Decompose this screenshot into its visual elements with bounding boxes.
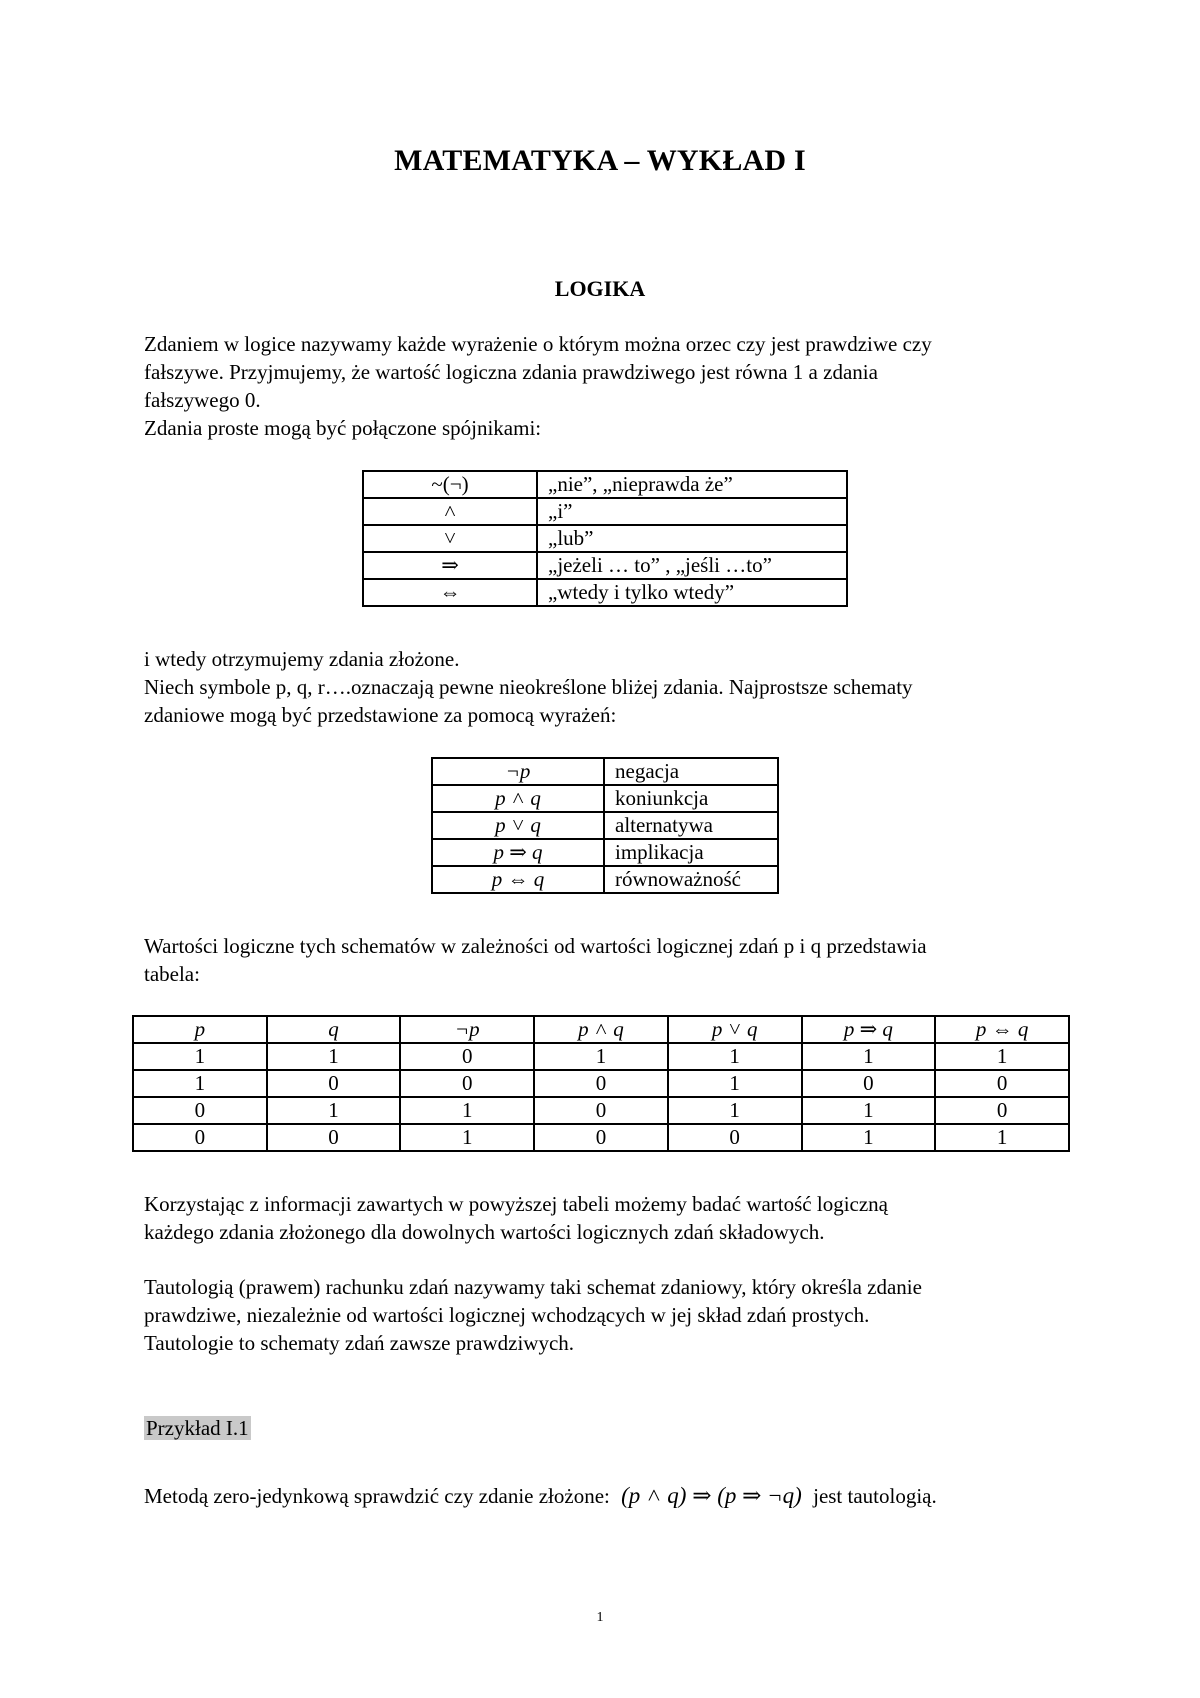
table-cell: 0 — [400, 1070, 534, 1097]
connective-meaning: „nie”, „nieprawda że” — [537, 471, 847, 498]
table-cell: 0 — [534, 1124, 668, 1151]
table-cell: 0 — [802, 1070, 936, 1097]
table-cell: 0 — [400, 1043, 534, 1070]
schemes-table — [431, 757, 779, 894]
column-header: p — [133, 1016, 267, 1043]
scheme-name: koniunkcja — [604, 785, 778, 812]
table-cell: 0 — [133, 1097, 267, 1124]
connective-meaning: „lub” — [537, 525, 847, 552]
scheme-expression: ¬p — [432, 758, 604, 785]
table-row — [363, 471, 847, 498]
table-cell: 1 — [668, 1070, 802, 1097]
usage-paragraph — [144, 1190, 1064, 1246]
table-cell: 1 — [400, 1097, 534, 1124]
table-cell: 0 — [935, 1097, 1069, 1124]
table-header-row — [133, 1016, 1069, 1043]
paragraph-line: Niech symbole p, q, r….oznaczają pewne nieokreślone bliżej zdania. Najprostsze schematy — [144, 675, 913, 699]
connective-meaning: „wtedy i tylko wtedy” — [537, 579, 847, 606]
column-header: p ⇒ q — [802, 1016, 936, 1043]
scheme-name: równoważność — [604, 866, 778, 893]
paragraph-line: Zdania proste mogą być połączone spójnikami: — [144, 416, 542, 440]
connectives-table — [362, 470, 848, 607]
table-cell: 1 — [935, 1124, 1069, 1151]
table-cell: 1 — [802, 1097, 936, 1124]
section-title: LOGIKA — [554, 276, 646, 301]
definition-paragraph — [144, 330, 1064, 442]
example-text-after: jest tautologią. — [813, 1484, 937, 1508]
scheme-expression: p ⇔ q — [432, 866, 604, 893]
scheme-name: implikacja — [604, 839, 778, 866]
table-row — [363, 579, 847, 606]
table-cell: 1 — [668, 1097, 802, 1124]
scheme-expression: p ˅ q — [432, 812, 604, 839]
column-header: p ˄ q — [534, 1016, 668, 1043]
table-row — [432, 839, 778, 866]
table-row — [133, 1070, 1069, 1097]
table-cell: 1 — [534, 1043, 668, 1070]
table-row — [133, 1097, 1069, 1124]
page-title: MATEMATYKA – WYKŁAD I — [394, 144, 806, 177]
table-cell: 0 — [267, 1124, 401, 1151]
connective-meaning: „jeżeli … to” , „jeśli …to” — [537, 552, 847, 579]
paragraph-line: Tautologią (prawem) rachunku zdań nazywamy taki schemat zdaniowy, który określa zdanie — [144, 1275, 922, 1299]
table-row — [133, 1043, 1069, 1070]
intro-paragraph — [144, 645, 1064, 729]
page-number: 1 — [596, 1610, 604, 1625]
connective-symbol: ⇔ — [363, 579, 537, 606]
table-cell: 1 — [267, 1097, 401, 1124]
example-formula: (p ˄ q) ⇒ (p ⇒ ¬q) — [621, 1483, 802, 1508]
table-cell: 1 — [400, 1124, 534, 1151]
scheme-name: alternatywa — [604, 812, 778, 839]
paragraph-line: i wtedy otrzymujemy zdania złożone. — [144, 647, 460, 671]
column-header: p ⇔ q — [935, 1016, 1069, 1043]
table-row — [363, 525, 847, 552]
truth-table-intro — [144, 932, 1064, 988]
paragraph-line: zdaniowe mogą być przedstawione za pomocą wyrażeń: — [144, 703, 617, 727]
table-cell: 0 — [534, 1070, 668, 1097]
example-heading — [144, 1414, 1064, 1442]
table-cell: 1 — [267, 1043, 401, 1070]
table-cell: 1 — [802, 1043, 936, 1070]
table-row — [363, 498, 847, 525]
table-cell: 0 — [935, 1070, 1069, 1097]
connective-symbol: ⇒ — [363, 552, 537, 579]
tautology-paragraph — [144, 1273, 1064, 1357]
table-row — [133, 1124, 1069, 1151]
table-cell: 0 — [534, 1097, 668, 1124]
connective-symbol: ~(¬) — [363, 471, 537, 498]
table-cell: 0 — [267, 1070, 401, 1097]
scheme-expression: p ⇒ q — [432, 839, 604, 866]
paragraph-line: tabela: — [144, 962, 200, 986]
paragraph-line: Korzystając z informacji zawartych w powyższej tabeli możemy badać wartość logiczną — [144, 1192, 889, 1216]
table-row — [432, 758, 778, 785]
table-row — [363, 552, 847, 579]
column-header: q — [267, 1016, 401, 1043]
example-text-before: Metodą zero-jedynkową sprawdzić czy zdanie złożone: — [144, 1484, 610, 1508]
table-row — [432, 785, 778, 812]
paragraph-line: fałszywe. Przyjmujemy, że wartość logiczna zdania prawdziwego jest równa 1 a zdania — [144, 360, 878, 384]
column-header: ¬p — [400, 1016, 534, 1043]
table-row — [432, 866, 778, 893]
example-task — [144, 1482, 1064, 1510]
example-label: Przykład I.1 — [146, 1416, 249, 1440]
paragraph-line: każdego zdania złożonego dla dowolnych wartości logicznych zdań składowych. — [144, 1220, 825, 1244]
connective-symbol: ˄ — [363, 498, 537, 525]
table-cell: 1 — [133, 1070, 267, 1097]
table-cell: 1 — [133, 1043, 267, 1070]
table-cell: 1 — [935, 1043, 1069, 1070]
connective-symbol: ˅ — [363, 525, 537, 552]
table-cell: 1 — [802, 1124, 936, 1151]
column-header: p ˅ q — [668, 1016, 802, 1043]
table-cell: 0 — [668, 1124, 802, 1151]
connective-meaning: „i” — [537, 498, 847, 525]
paragraph-line: Wartości logiczne tych schematów w zależności od wartości logicznej zdań p i q przedstawia — [144, 934, 927, 958]
scheme-name: negacja — [604, 758, 778, 785]
scheme-expression: p ˄ q — [432, 785, 604, 812]
paragraph-line: Zdaniem w logice nazywamy każde wyrażenie o którym można orzec czy jest prawdziwe czy — [144, 332, 932, 356]
table-row — [432, 812, 778, 839]
truth-table — [132, 1015, 1070, 1152]
paragraph-line: prawdziwe, niezależnie od wartości logicznej wchodzących w jej skład zdań prostych. — [144, 1303, 870, 1327]
paragraph-line: fałszywego 0. — [144, 388, 261, 412]
table-cell: 0 — [133, 1124, 267, 1151]
paragraph-line: Tautologie to schematy zdań zawsze prawdziwych. — [144, 1331, 575, 1355]
table-cell: 1 — [668, 1043, 802, 1070]
